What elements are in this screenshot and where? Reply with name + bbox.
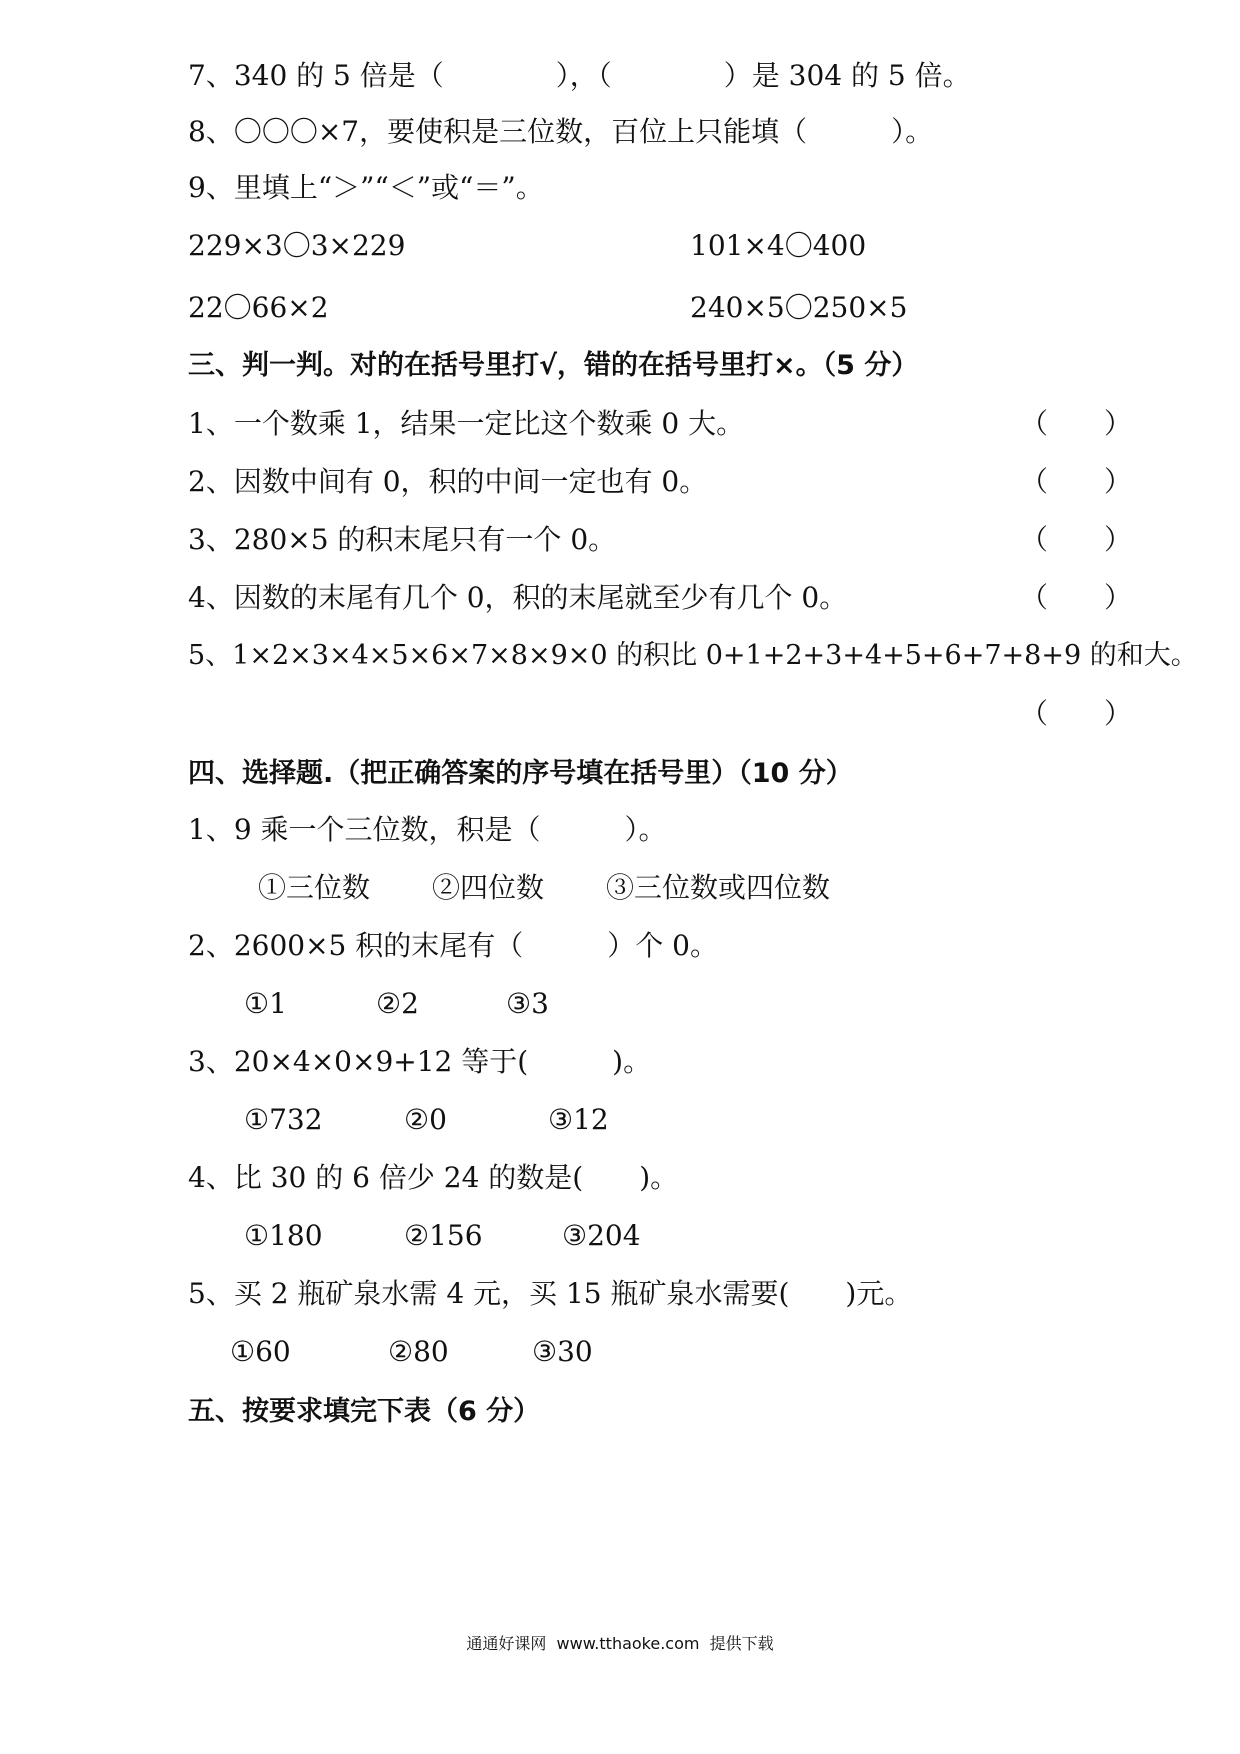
choice-3-option-3[interactable]: ③12 bbox=[548, 1103, 609, 1136]
choice-question-5: 5、买 2 瓶矿泉水需 4 元，买 15 瓶矿泉水需要( )元。 bbox=[188, 1277, 913, 1310]
judge-item-2: 2、因数中间有 0，积的中间一定也有 0。 bbox=[188, 465, 708, 498]
choice-2-option-1[interactable]: ①1 bbox=[244, 987, 287, 1020]
question-7: 7、340 的 5 倍是（ ），（ ）是 304 的 5 倍。 bbox=[188, 59, 971, 92]
judge-answer-paren-2[interactable]: （ ） bbox=[1020, 465, 1133, 498]
question-9: 9、里填上“＞”“＜”或“＝”。 bbox=[188, 171, 544, 204]
section-3-heading: 三、判一判。对的在括号里打√，错的在括号里打×。（5 分） bbox=[188, 350, 919, 381]
choice-question-3: 3、20×4×0×9+12 等于( )。 bbox=[188, 1045, 652, 1078]
judge-answer-paren-4[interactable]: （ ） bbox=[1020, 581, 1133, 614]
choice-1-option-1[interactable]: ①三位数 bbox=[258, 871, 371, 904]
judge-answer-paren-5[interactable]: （ ） bbox=[1020, 697, 1133, 730]
section-4-heading: 四、选择题.（把正确答案的序号填在括号里）（10 分） bbox=[188, 758, 853, 789]
choice-question-4: 4、比 30 的 6 倍少 24 的数是( )。 bbox=[188, 1161, 679, 1194]
choice-1-option-2[interactable]: ②四位数 bbox=[432, 871, 545, 904]
choice-question-2: 2、2600×5 积的末尾有（ ）个 0。 bbox=[188, 929, 718, 962]
judge-answer-paren-3[interactable]: （ ） bbox=[1020, 523, 1133, 556]
judge-item-1: 1、一个数乘 1，结果一定比这个数乘 0 大。 bbox=[188, 407, 745, 440]
choice-question-1: 1、9 乘一个三位数，积是（ ）。 bbox=[188, 813, 667, 846]
choice-3-option-2[interactable]: ②0 bbox=[404, 1103, 447, 1136]
choice-5-option-1[interactable]: ①60 bbox=[230, 1335, 291, 1368]
choice-1-option-3[interactable]: ③三位数或四位数 bbox=[606, 871, 831, 904]
choice-4-option-1[interactable]: ①180 bbox=[244, 1219, 323, 1252]
compare-item-2: 101×4〇400 bbox=[690, 229, 867, 262]
judge-item-4: 4、因数的末尾有几个 0，积的末尾就至少有几个 0。 bbox=[188, 581, 848, 614]
choice-5-option-3[interactable]: ③30 bbox=[532, 1335, 593, 1368]
compare-item-1: 229×3〇3×229 bbox=[188, 229, 406, 262]
question-8: 8、〇〇〇×7，要使积是三位数，百位上只能填（ ）。 bbox=[188, 115, 934, 148]
judge-item-3: 3、280×5 的积末尾只有一个 0。 bbox=[188, 523, 617, 556]
judge-answer-paren-1[interactable]: （ ） bbox=[1020, 407, 1133, 440]
compare-item-4: 240×5〇250×5 bbox=[690, 291, 908, 324]
choice-2-option-3[interactable]: ③3 bbox=[506, 987, 549, 1020]
choice-2-option-2[interactable]: ②2 bbox=[376, 987, 419, 1020]
choice-4-option-3[interactable]: ③204 bbox=[562, 1219, 641, 1252]
judge-item-5: 5、1×2×3×4×5×6×7×8×9×0 的积比 0+1+2+3+4+5+6+7+8+9 的和大。 bbox=[188, 640, 1198, 671]
footer-credit: 通通好课网 www.tthaoke.com 提供下载 bbox=[466, 1634, 774, 1653]
section-5-heading: 五、按要求填完下表（6 分） bbox=[188, 1396, 541, 1427]
choice-4-option-2[interactable]: ②156 bbox=[404, 1219, 483, 1252]
choice-5-option-2[interactable]: ②80 bbox=[388, 1335, 449, 1368]
compare-item-3: 22〇66×2 bbox=[188, 291, 329, 324]
choice-3-option-1[interactable]: ①732 bbox=[244, 1103, 323, 1136]
